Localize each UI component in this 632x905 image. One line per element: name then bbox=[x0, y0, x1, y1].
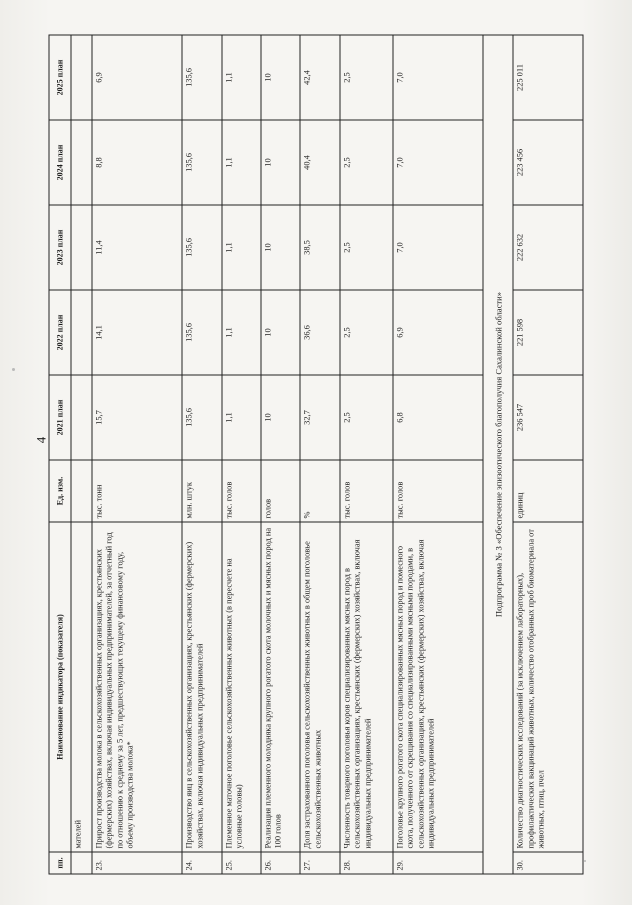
header-year: 2025 план bbox=[49, 35, 71, 120]
row-num: 23. bbox=[92, 852, 182, 874]
row-num: 28. bbox=[340, 852, 393, 874]
row-name: Реализация племенного молодняка крупного рогатого скота молочных и мясных пород на 100 голов bbox=[261, 522, 300, 852]
row-value: 135,6 bbox=[182, 375, 221, 460]
subprogram-title: Подпрограмма № 3 «Обеспечение эпизоотического благополучия Сахалинской области» bbox=[483, 35, 513, 874]
row-unit: тыс. голов bbox=[222, 460, 261, 522]
row-value: 40,4 bbox=[300, 120, 339, 205]
row-value: 6,8 bbox=[393, 375, 483, 460]
row-num: 30. bbox=[513, 852, 583, 874]
row-num: 26. bbox=[261, 852, 300, 874]
header-year: 2022 план bbox=[49, 290, 71, 375]
header-row bbox=[49, 35, 71, 874]
indicators-table bbox=[49, 34, 584, 874]
row-value: 10 bbox=[261, 375, 300, 460]
header-unit: Ед. изм. bbox=[49, 460, 71, 522]
header-num: пп. bbox=[49, 852, 71, 874]
row-num: 27. bbox=[300, 852, 339, 874]
row-value: 2,5 bbox=[340, 205, 393, 290]
table-row bbox=[261, 35, 300, 874]
row-value: 7,0 bbox=[393, 205, 483, 290]
row-value: 38,5 bbox=[300, 205, 339, 290]
row-value: 221 598 bbox=[513, 290, 583, 375]
row-unit: единиц bbox=[513, 460, 583, 522]
scan-speck bbox=[12, 368, 15, 371]
table-row bbox=[300, 35, 339, 874]
row-num: 24. bbox=[182, 852, 221, 874]
table-row bbox=[513, 35, 583, 874]
row-name: Доля застрахованного поголовья сельскохозяйственных животных в общем поголовье сельскохозяйственных животных bbox=[300, 522, 339, 852]
table-row bbox=[340, 35, 393, 874]
row-value: 42,4 bbox=[300, 35, 339, 120]
row-num: 25. bbox=[222, 852, 261, 874]
rotated-table-wrapper bbox=[49, 34, 584, 874]
row-value: 36,6 bbox=[300, 290, 339, 375]
scan-speck bbox=[584, 860, 586, 862]
row-value: 2,5 bbox=[340, 375, 393, 460]
row-value: 14,1 bbox=[92, 290, 182, 375]
table-row bbox=[393, 35, 483, 874]
row-value: 225 011 bbox=[513, 35, 583, 120]
table-row bbox=[182, 35, 221, 874]
row-value: 223 456 bbox=[513, 120, 583, 205]
row-name: Количество диагностических исследований (за исключением лабораторных), профилактических вакцинаций животных, количество отобранных проб биоматериала от животных, птиц, пчел bbox=[513, 522, 583, 852]
row-value: 135,6 bbox=[182, 120, 221, 205]
row-value: 1,1 bbox=[222, 290, 261, 375]
subprogram-row bbox=[483, 35, 513, 874]
header-year: 2024 план bbox=[49, 120, 71, 205]
header-name: Наименование индикатора (показателя) bbox=[49, 522, 71, 852]
header-year: 2021 план bbox=[49, 375, 71, 460]
row-value: 222 632 bbox=[513, 205, 583, 290]
row-value: 2,5 bbox=[340, 120, 393, 205]
row-value: 1,1 bbox=[222, 120, 261, 205]
row-value: 1,1 bbox=[222, 205, 261, 290]
row-name: Прирост производства молока в сельскохозяйственных организациях, крестьянских (фермерских) хозяйствах, включая индивидуальных предпринимателей, за отчетный год по отношению к среднему за 5 лет, предшествующих текущему финансовому году, объему производства молока* bbox=[92, 522, 182, 852]
table-row bbox=[222, 35, 261, 874]
row-name: Поголовье крупного рогатого скота специализированных мясных пород и помесного скота, полученного от скрещивания со специализированными мясными породами, в сельскохозяйственных организациях, крестьянских (фермерских) хозяйствах, включая индивидуальных предпринимателей bbox=[393, 522, 483, 852]
row-value: 135,6 bbox=[182, 35, 221, 120]
row-value: 8,8 bbox=[92, 120, 182, 205]
row-value: 1,1 bbox=[222, 35, 261, 120]
continuation-text: мателей bbox=[71, 522, 92, 852]
continuation-row bbox=[71, 35, 92, 874]
row-value: 10 bbox=[261, 120, 300, 205]
row-unit: тыс. тонн bbox=[92, 460, 182, 522]
row-value: 15,7 bbox=[92, 375, 182, 460]
row-name: Племенное маточное поголовье сельскохозяйственных животных (в пересчете на условные головы) bbox=[222, 522, 261, 852]
row-value: 11,4 bbox=[92, 205, 182, 290]
table-row bbox=[92, 35, 182, 874]
row-value: 10 bbox=[261, 35, 300, 120]
row-value: 6,9 bbox=[393, 290, 483, 375]
row-value: 2,5 bbox=[340, 35, 393, 120]
page-number: 4 bbox=[33, 436, 49, 444]
row-unit: тыс. голов bbox=[393, 460, 483, 522]
row-unit: % bbox=[300, 460, 339, 522]
row-value: 7,0 bbox=[393, 120, 483, 205]
row-name: Численность товарного поголовья коров специализированных мясных пород в сельскохозяйственных организациях, крестьянских (фермерских) хозяйствах, включая индивидуальных предпринимателей bbox=[340, 522, 393, 852]
row-unit: млн. штук bbox=[182, 460, 221, 522]
row-value: 10 bbox=[261, 290, 300, 375]
row-value: 1,1 bbox=[222, 375, 261, 460]
row-value: 135,6 bbox=[182, 205, 221, 290]
row-num: 29. bbox=[393, 852, 483, 874]
row-value: 236 547 bbox=[513, 375, 583, 460]
row-name: Производство яиц в сельскохозяйственных организациях, крестьянских (фермерских) хозяйствах, включая индивидуальных предпринимателей bbox=[182, 522, 221, 852]
header-year: 2023 план bbox=[49, 205, 71, 290]
row-value: 135,6 bbox=[182, 290, 221, 375]
row-value: 6,9 bbox=[92, 35, 182, 120]
row-value: 2,5 bbox=[340, 290, 393, 375]
row-value: 10 bbox=[261, 205, 300, 290]
row-unit: тыс. голов bbox=[340, 460, 393, 522]
row-value: 7,0 bbox=[393, 35, 483, 120]
row-unit: голов bbox=[261, 460, 300, 522]
row-value: 32,7 bbox=[300, 375, 339, 460]
